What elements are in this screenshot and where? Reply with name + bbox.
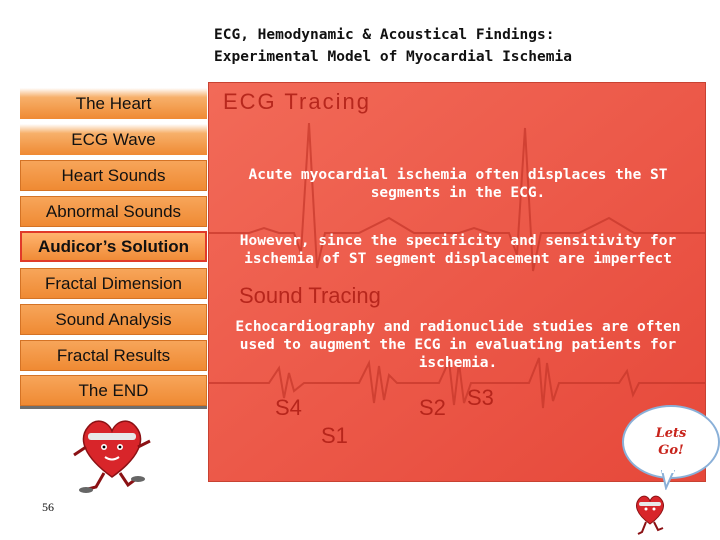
nav-item-fractal-dimension[interactable]: [20, 268, 207, 299]
nav-item-the-end[interactable]: [20, 375, 207, 406]
nav-item-heart-sounds[interactable]: [20, 160, 207, 191]
nav-item-the-heart[interactable]: [20, 88, 207, 119]
heart-mascot-icon: [64, 405, 160, 495]
nav-item-label: Audicor’s Solution: [37, 236, 190, 256]
page-title: [214, 24, 694, 68]
paragraph-echocardiography: Echocardiography and radionuclide studies are often used to augment the ECG in evaluating patients for ischemia.: [235, 319, 681, 371]
nav-item-label: The END: [78, 380, 149, 400]
next-mascot-icon[interactable]: [628, 488, 672, 536]
page-title-line-1: ECG, Hemodynamic & Acoustical Findings:: [214, 27, 555, 43]
s4-label: S4: [275, 395, 302, 420]
nav-item-label: The Heart: [75, 93, 152, 113]
paragraph-st-segments: Acute myocardial ischemia often displaces the ST segments in the ECG.: [248, 167, 668, 201]
bubble-line-1: Lets: [655, 426, 687, 441]
ecg-tracing-label: ECG Tracing: [223, 89, 371, 114]
nav-item-audicors-solution[interactable]: [20, 231, 207, 262]
s2-label: S2: [419, 395, 446, 420]
nav-item-abnormal-sounds[interactable]: [20, 196, 207, 227]
nav-item-sound-analysis[interactable]: [20, 304, 207, 335]
nav-item-ecg-wave[interactable]: [20, 124, 207, 155]
nav-item-label: ECG Wave: [71, 129, 156, 149]
nav-item-label: Sound Analysis: [55, 309, 172, 329]
s1-label: S1: [321, 423, 348, 448]
nav-item-label: Heart Sounds: [61, 165, 166, 185]
nav-item-label: Abnormal Sounds: [45, 201, 182, 221]
nav-item-label: Fractal Dimension: [45, 273, 182, 293]
bubble-line-2: Go!: [658, 443, 684, 458]
page-title-line-2: Experimental Model of Myocardial Ischemia: [214, 49, 572, 65]
nav-item-fractal-results[interactable]: [20, 340, 207, 371]
bubble-tail-icon: [660, 470, 680, 490]
lets-go-bubble[interactable]: [622, 405, 720, 479]
page-number: 56: [42, 500, 54, 514]
sound-tracing-label: Sound Tracing: [239, 283, 381, 308]
nav-item-label: Fractal Results: [56, 345, 171, 365]
paragraph-specificity: However, since the specificity and sensitivity for ischemia of ST segment displacement are imperfect: [239, 233, 677, 267]
s3-label: S3: [467, 385, 494, 410]
